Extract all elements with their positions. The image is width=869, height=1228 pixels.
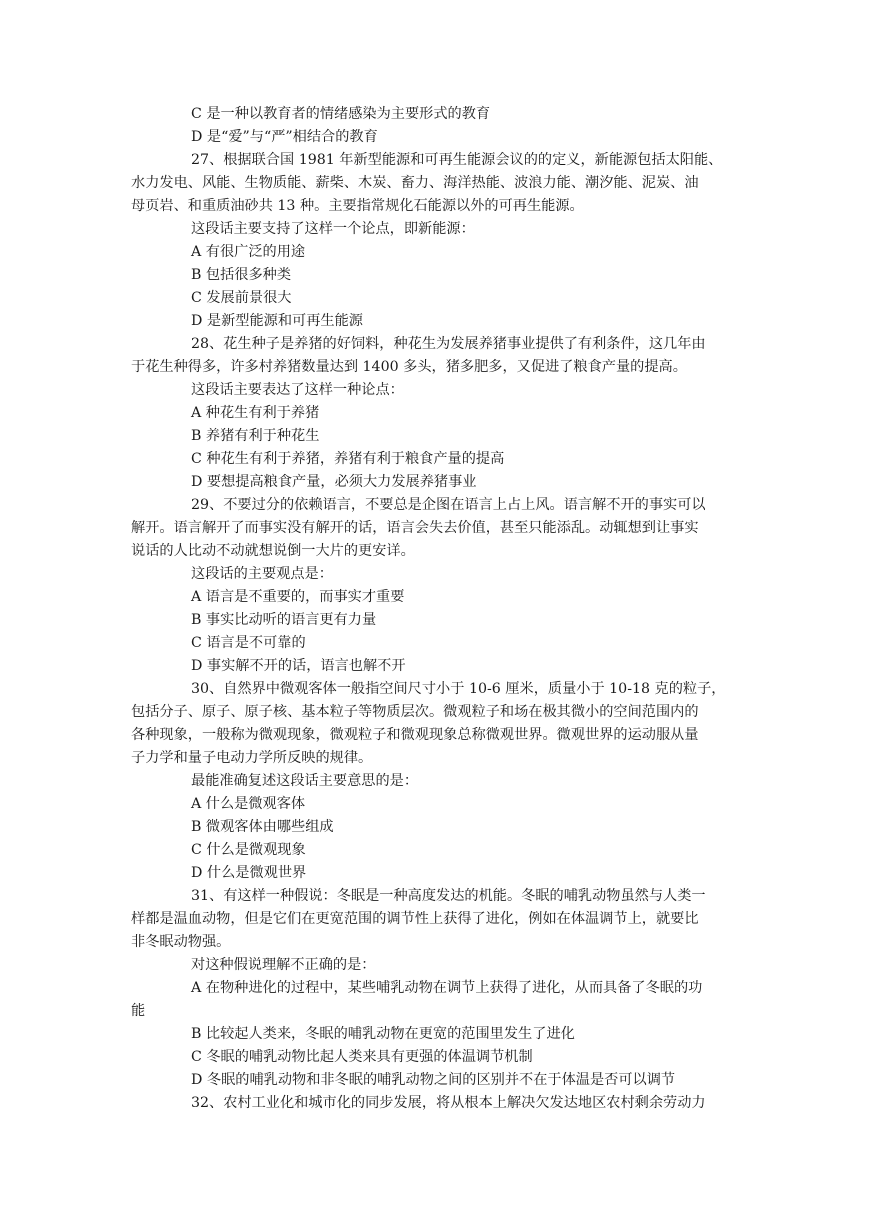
- text-line: 27、根据联合国 1981 年新型能源和可再生能源会议的的定义，新能源包括太阳能、: [191, 152, 723, 168]
- text-line: 能: [131, 1003, 146, 1019]
- text-line: A 语言是不重要的，而事实才重要: [191, 589, 405, 605]
- text-line: D 冬眠的哺乳动物和非冬眠的哺乳动物之间的区别并不在于体温是否可以调节: [191, 1072, 676, 1088]
- text-line: 水力发电、风能、生物质能、薪柴、木炭、畜力、海洋热能、波浪力能、潮汐能、泥炭、油: [131, 175, 699, 191]
- text-line: B 微观客体由哪些组成: [191, 819, 334, 835]
- text-line: C 种花生有利于养猪，养猪有利于粮食产量的提高: [191, 451, 505, 467]
- text-line: B 事实比动听的语言更有力量: [191, 612, 377, 628]
- text-line: 母页岩、和重质油砂共 13 种。主要指常规化石能源以外的可再生能源。: [131, 198, 584, 214]
- document-page: [131, 103, 739, 1115]
- text-line: C 发展前景很大: [191, 290, 292, 306]
- text-line: A 种花生有利于养猪: [191, 405, 320, 421]
- text-line: A 什么是微观客体: [191, 796, 306, 812]
- text-line: 非冬眠动物强。: [131, 934, 231, 950]
- text-line: 样都是温血动物，但是它们在更宽范围的调节性上获得了进化，例如在体温调节上，就要比: [131, 911, 699, 927]
- text-line: 31、有这样一种假说：冬眠是一种高度发达的机能。冬眠的哺乳动物虽然与人类一: [191, 888, 706, 904]
- text-line: B 包括很多种类: [191, 267, 292, 283]
- text-line: 这段话主要支持了这样一个论点，即新能源：: [191, 221, 475, 237]
- text-line: 于花生种得多，许多村养猪数量达到 1400 多头，猪多肥多，又促进了粮食产量的提高。: [131, 359, 687, 375]
- text-line: C 什么是微观现象: [191, 842, 306, 858]
- text-line: D 事实解不开的话，语言也解不开: [191, 658, 406, 674]
- text-line: 这段话主要表达了这样一种论点：: [191, 382, 404, 398]
- text-line: D 要想提高粮食产量，必须大力发展养猪事业: [191, 474, 477, 490]
- text-line: 各种现象，一般称为微观现象，微观粒子和微观现象总称微观世界。微观世界的运动服从量: [131, 727, 699, 743]
- text-line: A 有很广泛的用途: [191, 244, 306, 260]
- text-line: 这段话的主要观点是：: [191, 566, 333, 582]
- text-line: B 养猪有利于种花生: [191, 428, 320, 444]
- text-line: B 比较起人类来，冬眠的哺乳动物在更宽的范围里发生了进化: [191, 1026, 575, 1042]
- text-line: D 是“爱”与“严”相结合的教育: [191, 129, 378, 145]
- text-line: 子力学和量子电动力学所反映的规律。: [131, 750, 373, 766]
- text-line: 29、不要过分的依赖语言，不要总是企图在语言上占上风。语言解不开的事实可以: [191, 497, 706, 513]
- text-line: D 是新型能源和可再生能源: [191, 313, 363, 329]
- text-line: 解开。语言解开了而事实没有解开的话，语言会失去价值，甚至只能添乱。动辄想到让事实: [131, 520, 699, 536]
- text-line: C 是一种以教育者的情绪感染为主要形式的教育: [191, 106, 491, 122]
- text-line: 32、农村工业化和城市化的同步发展，将从根本上解决欠发达地区农村剩余劳动力: [191, 1095, 706, 1111]
- text-line: C 语言是不可靠的: [191, 635, 306, 651]
- text-line: 说话的人比动不动就想说倒一大片的更安详。: [131, 543, 415, 559]
- text-line: 28、花生种子是养猪的好饲料，种花生为发展养猪事业提供了有利条件，这几年由: [191, 336, 706, 352]
- text-line: D 什么是微观世界: [191, 865, 307, 881]
- text-line: 对这种假说理解不正确的是：: [191, 957, 376, 973]
- text-line: 30、自然界中微观客体一般指空间尺寸小于 10-6 厘米，质量小于 10-18 克的粒子，: [191, 681, 726, 697]
- text-line: C 冬眠的哺乳动物比起人类来具有更强的体温调节机制: [191, 1049, 533, 1065]
- text-line: 最能准确复述这段话主要意思的是：: [191, 773, 419, 789]
- text-line: A 在物种进化的过程中，某些哺乳动物在调节上获得了进化，从而具备了冬眠的功: [191, 980, 703, 996]
- text-line: 包括分子、原子、原子核、基本粒子等物质层次。微观粒子和场在极其微小的空间范围内的: [131, 704, 699, 720]
